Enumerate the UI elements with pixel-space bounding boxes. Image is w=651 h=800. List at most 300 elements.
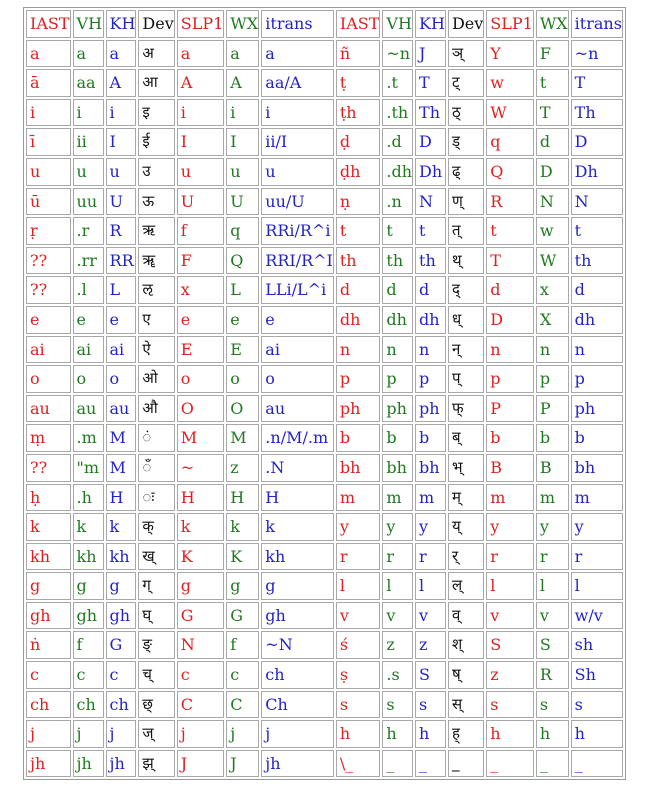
table-cell-dev: ए [138,306,174,334]
table-cell-dev: ः [138,484,174,512]
table-cell-iast: ṇ [336,188,381,216]
table-cell-vh: y [382,513,413,541]
table-cell-dev: इ [138,99,174,127]
table-cell-dev: ऊ [138,188,174,216]
table-cell-kh: a [106,40,137,68]
table-cell-iast: th [336,247,381,275]
table-cell-itrans: uu/U [261,188,334,216]
table-cell-vh: aa [73,69,104,97]
table-cell-dev: झ् [138,750,174,778]
table-cell-kh: Dh [415,158,446,186]
table-cell-slp1: d [486,276,534,304]
table-cell-dev: ग् [138,572,174,600]
table-cell-vh: .s [382,661,413,689]
table-cell-slp1: j [177,720,225,748]
table-cell-iast: ḍh [336,158,381,186]
table-cell-wx: G [226,602,259,630]
table-cell-iast: gh [26,602,71,630]
table-cell-slp1: O [177,395,225,423]
table-cell-kh: au [106,395,137,423]
table-cell-kh: o [106,365,137,393]
table-row [26,513,623,541]
table-cell-slp1: m [486,484,534,512]
table-cell-iast: u [26,158,71,186]
table-cell-dev: छ् [138,691,174,719]
table-cell-slp1: I [177,128,225,156]
table-cell-wx: J [226,750,259,778]
table-cell-wx: D [536,158,569,186]
table-cell-slp1: f [177,217,225,245]
table-cell-wx: P [536,395,569,423]
table-cell-itrans: Sh [571,661,623,689]
table-cell-dev: म् [448,484,484,512]
table-cell-kh: M [106,454,137,482]
table-cell-dev: ऐ [138,336,174,364]
table-cell-kh: th [415,247,446,275]
table-cell-vh: g [73,572,104,600]
table-cell-vh: v [382,602,413,630]
table-cell-dev: ध् [448,306,484,334]
table-cell-slp1: D [486,306,534,334]
table-cell-wx: H [226,484,259,512]
table-cell-vh: m [382,484,413,512]
table-row [26,631,623,659]
table-cell-wx: r [536,543,569,571]
table-cell-itrans: Th [571,99,623,127]
table-cell-iast: m [336,484,381,512]
table-cell-iast: jh [26,750,71,778]
table-header [26,10,623,38]
table-cell-dev: ण् [448,188,484,216]
table-cell-iast: dh [336,306,381,334]
table-cell-vh: i [73,99,104,127]
table-cell-wx: I [226,128,259,156]
table-cell-wx: q [226,217,259,245]
column-header-itrans: itrans [261,10,334,38]
table-cell-wx: A [226,69,259,97]
table-cell-vh: .l [73,276,104,304]
table-cell-slp1: b [486,424,534,452]
table-cell-kh: bh [415,454,446,482]
table-cell-vh: uu [73,188,104,216]
table-cell-kh: b [415,424,446,452]
table-cell-vh: .th [382,99,413,127]
table-cell-slp1: n [486,336,534,364]
table-cell-kh: R [106,217,137,245]
table-cell-wx: o [226,365,259,393]
table-cell-iast: ṛ [26,217,71,245]
table-cell-kh: y [415,513,446,541]
table-cell-kh: v [415,602,446,630]
table-cell-kh: t [415,217,446,245]
table-row [26,691,623,719]
table-cell-wx: c [226,661,259,689]
table-cell-wx: _ [536,750,569,778]
table-cell-dev: अ [138,40,174,68]
table-cell-iast: ṅ [26,631,71,659]
table-cell-slp1: A [177,69,225,97]
table-cell-slp1: C [177,691,225,719]
table-cell-vh: au [73,395,104,423]
table-cell-iast: l [336,572,381,600]
table-cell-iast: n [336,336,381,364]
table-cell-dev: उ [138,158,174,186]
table-cell-wx: m [536,484,569,512]
table-cell-dev: व् [448,602,484,630]
table-cell-iast: ph [336,395,381,423]
table-cell-itrans: g [261,572,334,600]
table-cell-kh: D [415,128,446,156]
table-cell-itrans: gh [261,602,334,630]
column-header-itrans: itrans [571,10,623,38]
table-cell-vh: .d [382,128,413,156]
table-cell-wx: C [226,691,259,719]
table-row [26,128,623,156]
column-header-wx: WX [226,10,259,38]
table-row [26,158,623,186]
table-cell-dev: प् [448,365,484,393]
table-cell-slp1: g [177,572,225,600]
column-header-vh: VH [73,10,104,38]
table-cell-slp1: v [486,602,534,630]
table-row [26,247,623,275]
table-cell-dev: ङ् [138,631,174,659]
table-cell-wx: j [226,720,259,748]
table-cell-dev: ऌ [138,276,174,304]
table-cell-iast: ḍ [336,128,381,156]
table-cell-dev: ज् [138,720,174,748]
column-header-wx: WX [536,10,569,38]
table-cell-itrans: _ [571,750,623,778]
table-cell-wx: F [536,40,569,68]
table-cell-wx: w [536,217,569,245]
table-cell-iast: j [26,720,71,748]
table-cell-dev: त् [448,217,484,245]
table-row [26,454,623,482]
column-header-dev: Dev [448,10,484,38]
table-cell-itrans: o [261,365,334,393]
table-cell-dev: भ् [448,454,484,482]
table-cell-itrans: sh [571,631,623,659]
table-cell-vh: kh [73,543,104,571]
table-cell-iast: ṭ [336,69,381,97]
table-cell-wx: h [536,720,569,748]
table-cell-kh: H [106,484,137,512]
table-cell-slp1: i [177,99,225,127]
table-cell-kh: I [106,128,137,156]
table-cell-itrans: bh [571,454,623,482]
table-cell-itrans: D [571,128,623,156]
table-cell-dev: घ् [138,602,174,630]
table-cell-itrans: aa/A [261,69,334,97]
table-cell-itrans: ch [261,661,334,689]
table-cell-itrans: d [571,276,623,304]
table-cell-wx: g [226,572,259,600]
table-cell-iast: ?? [26,247,71,275]
table-cell-itrans: w/v [571,602,623,630]
table-cell-iast: h [336,720,381,748]
table-cell-wx: i [226,99,259,127]
table-cell-kh: r [415,543,446,571]
table-cell-slp1: _ [486,750,534,778]
transliteration-table [23,7,626,780]
table-cell-iast: au [26,395,71,423]
table-row [26,750,623,778]
table-cell-vh: ph [382,395,413,423]
table-cell-wx: d [536,128,569,156]
table-cell-vh: p [382,365,413,393]
table-cell-wx: K [226,543,259,571]
table-cell-wx: O [226,395,259,423]
table-cell-slp1: J [177,750,225,778]
table-cell-kh: h [415,720,446,748]
table-cell-vh: u [73,158,104,186]
table-cell-kh: ph [415,395,446,423]
table-cell-itrans: l [571,572,623,600]
table-cell-itrans: ph [571,395,623,423]
table-cell-kh: u [106,158,137,186]
table-cell-slp1: k [177,513,225,541]
table-cell-vh: _ [382,750,413,778]
table-cell-wx: a [226,40,259,68]
table-cell-vh: .r [73,217,104,245]
table-cell-iast: a [26,40,71,68]
column-header-slp1: SLP1 [486,10,534,38]
table-cell-dev: श् [448,631,484,659]
table-cell-itrans: Ch [261,691,334,719]
table-row [26,99,623,127]
table-cell-dev: य् [448,513,484,541]
column-header-kh: KH [106,10,137,38]
table-cell-kh: _ [415,750,446,778]
table-cell-vh: gh [73,602,104,630]
table-cell-itrans: i [261,99,334,127]
table-cell-dev: ड् [448,128,484,156]
table-cell-kh: ai [106,336,137,364]
table-cell-itrans: H [261,484,334,512]
table-cell-iast: t [336,217,381,245]
table-cell-vh: h [382,720,413,748]
table-cell-itrans: Dh [571,158,623,186]
table-cell-dev: ओ [138,365,174,393]
table-cell-kh: gh [106,602,137,630]
column-header-dev: Dev [138,10,174,38]
table-cell-wx: x [536,276,569,304]
table-cell-kh: S [415,661,446,689]
table-cell-wx: U [226,188,259,216]
table-cell-kh: e [106,306,137,334]
table-cell-kh: k [106,513,137,541]
table-cell-iast: \_ [336,750,381,778]
table-cell-dev: स् [448,691,484,719]
table-cell-iast: ś [336,631,381,659]
table-cell-slp1: H [177,484,225,512]
table-cell-itrans: LLi/L^i [261,276,334,304]
table-cell-vh: s [382,691,413,719]
table-cell-iast: s [336,691,381,719]
table-cell-dev: _ [448,750,484,778]
table-cell-kh: L [106,276,137,304]
table-cell-dev: ॠ [138,247,174,275]
table-cell-vh: .t [382,69,413,97]
table-cell-dev: आ [138,69,174,97]
table-cell-iast: ṭh [336,99,381,127]
table-cell-itrans: au [261,395,334,423]
table-cell-vh: "m [73,454,104,482]
table-cell-iast: ai [26,336,71,364]
table-cell-vh: n [382,336,413,364]
table-cell-dev: द् [448,276,484,304]
table-cell-dev: ढ् [448,158,484,186]
table-cell-slp1: W [486,99,534,127]
table-cell-dev: औ [138,395,174,423]
table-row [26,424,623,452]
header-row [26,10,623,38]
table-cell-wx: R [536,661,569,689]
table-cell-dev: न् [448,336,484,364]
table-cell-vh: ai [73,336,104,364]
table-cell-iast: kh [26,543,71,571]
table-cell-iast: e [26,306,71,334]
table-cell-kh: c [106,661,137,689]
table-row [26,306,623,334]
table-cell-vh: b [382,424,413,452]
table-cell-dev: ह् [448,720,484,748]
table-cell-kh: g [106,572,137,600]
table-cell-wx: t [536,69,569,97]
table-cell-itrans: j [261,720,334,748]
table-cell-slp1: z [486,661,534,689]
table-cell-slp1: t [486,217,534,245]
table-cell-kh: j [106,720,137,748]
table-cell-wx: Q [226,247,259,275]
table-cell-slp1: y [486,513,534,541]
table-cell-dev: र् [448,543,484,571]
table-cell-kh: l [415,572,446,600]
table-cell-dev: ई [138,128,174,156]
table-cell-slp1: Q [486,158,534,186]
table-cell-dev: थ् [448,247,484,275]
table-cell-iast: i [26,99,71,127]
table-cell-dev: ट् [448,69,484,97]
table-cell-slp1: ~ [177,454,225,482]
table-cell-kh: A [106,69,137,97]
table-cell-kh: d [415,276,446,304]
table-cell-itrans: p [571,365,623,393]
table-cell-slp1: x [177,276,225,304]
table-cell-itrans: e [261,306,334,334]
table-cell-kh: s [415,691,446,719]
table-row [26,395,623,423]
table-cell-wx: p [536,365,569,393]
table-cell-slp1: u [177,158,225,186]
table-cell-iast: c [26,661,71,689]
table-cell-iast: ch [26,691,71,719]
table-cell-vh: th [382,247,413,275]
table-cell-iast: p [336,365,381,393]
table-cell-dev: ष् [448,661,484,689]
column-header-iast: IAST [336,10,381,38]
table-cell-kh: ch [106,691,137,719]
table-cell-wx: n [536,336,569,364]
table-cell-wx: S [536,631,569,659]
table-cell-dev: ं [138,424,174,452]
table-cell-iast: ñ [336,40,381,68]
table-cell-dev: फ् [448,395,484,423]
table-cell-kh: N [415,188,446,216]
column-header-vh: VH [382,10,413,38]
table-cell-dev: क् [138,513,174,541]
table-cell-slp1: c [177,661,225,689]
table-row [26,484,623,512]
table-cell-iast: ā [26,69,71,97]
table-cell-itrans: .n/M/.m [261,424,334,452]
table-cell-kh: p [415,365,446,393]
table-cell-iast: k [26,513,71,541]
table-cell-iast: o [26,365,71,393]
table-cell-slp1: q [486,128,534,156]
table-cell-itrans: jh [261,750,334,778]
table-cell-kh: M [106,424,137,452]
table-cell-itrans: ai [261,336,334,364]
table-row [26,40,623,68]
table-cell-itrans: kh [261,543,334,571]
table-cell-itrans: y [571,513,623,541]
table-cell-kh: RR [106,247,137,275]
table-cell-slp1: l [486,572,534,600]
table-cell-dev: ब् [448,424,484,452]
table-cell-vh: dh [382,306,413,334]
table-cell-itrans: T [571,69,623,97]
table-row [26,602,623,630]
table-cell-kh: dh [415,306,446,334]
table-cell-iast: r [336,543,381,571]
table-cell-wx: L [226,276,259,304]
table-row [26,720,623,748]
column-header-iast: IAST [26,10,71,38]
table-cell-slp1: r [486,543,534,571]
table-cell-wx: e [226,306,259,334]
table-cell-iast: ḥ [26,484,71,512]
table-cell-wx: X [536,306,569,334]
table-cell-iast: b [336,424,381,452]
table-cell-slp1: a [177,40,225,68]
table-cell-itrans: ~n [571,40,623,68]
table-cell-slp1: G [177,602,225,630]
table-cell-vh: a [73,40,104,68]
table-cell-wx: y [536,513,569,541]
table-cell-iast: ṣ [336,661,381,689]
table-cell-kh: Th [415,99,446,127]
table-cell-itrans: s [571,691,623,719]
table-cell-itrans: ii/I [261,128,334,156]
table-cell-iast: ?? [26,276,71,304]
table-cell-kh: jh [106,750,137,778]
table-cell-dev: ख् [138,543,174,571]
table-cell-vh: z [382,631,413,659]
table-cell-itrans: k [261,513,334,541]
table-cell-vh: ch [73,691,104,719]
table-cell-slp1: p [486,365,534,393]
table-cell-wx: k [226,513,259,541]
table-cell-kh: G [106,631,137,659]
table-cell-vh: k [73,513,104,541]
table-cell-slp1: P [486,395,534,423]
table-cell-vh: ~n [382,40,413,68]
table-cell-iast: bh [336,454,381,482]
column-header-kh: KH [415,10,446,38]
table-row [26,336,623,364]
